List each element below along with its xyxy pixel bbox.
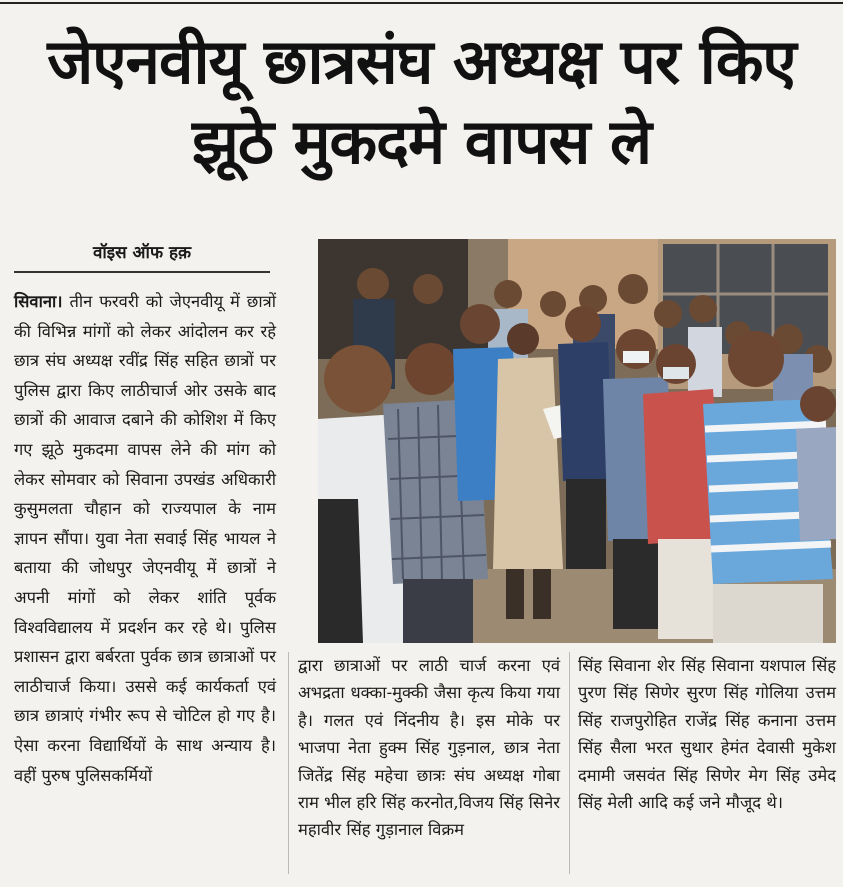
article-column-2: द्वारा छात्राओं पर लाठी चार्ज करना एवं अभद्रता धक्का-मुक्की जैसा कृत्य किया गया है। गलत एवं निंदनीय है। इस मोके पर भाजपा नेता हुक्म सिंह गुड़नाल, छात्र नेता जितेंद्र सिंह महेचा छात्रः संघ अध्यक्ष गोबा राम भील हरि सिंह करनोत,विजय सिंह सिनेर महावीर सिंह गुड़ानाल विक्रम [298,656,560,840]
news-photo [318,239,836,643]
photo-illustration [318,239,836,643]
byline-rule [14,271,270,273]
article-column-1-text: तीन फरवरी को जेएनवीयू में छात्रों की विभिन्न मांगों को लेकर आंदोलन कर रहे छात्र संघ अध्यक्ष रवींद्र सिंह सहित छात्रों पर पुलिस द्वारा किए लाठीचार्ज ओर उसके बाद छात्रों की आवाज दबाने की कोशिश में किए गए झूठे मुकदमा वापस लेने की मांग को लेकर सोमवार को सिवाना उपखंड अधिकारी कुसुमलता चौहान को राज्यपाल के नाम ज्ञापन सौंपा। युवा नेता सवाई सिंह भायल ने बताया की जोधपुर जेएनवीयू में छात्रों ने अपनी मांगों को लेकर शांति पूर्वक विश्वविद्यालय में प्रदर्शन कर रहे थे। पुलिस प्रशासन द्वारा बर्बरता पुर्वक छात्र छात्राओं पर लाठीचार्ज किया। उससे कई कार्यकर्ता एवं छात्र छात्राएं गंभीर रूप से चोटिल हो गए है। ऐसा करना विद्यार्थियों के साथ अन्याय है। वहीं पुरुष पुलिसकर्मियों [14,292,277,785]
article-column-3: सिंह सिवाना शेर सिंह सिवाना यशपाल सिंह पुरण सिंह सिणेर सुरण सिंह गोलिया उत्तम सिंह राजपुरोहित राजेंद्र सिंह कनाना उत्तम सिंह सैला भरत सुथार हेमंत देवासी मुकेश दमामी जसवंत सिंह सिणेर मेग सिंह उमेद सिंह मेली आदि कई जने मौजूद थे। [578,656,836,813]
column-divider [288,652,289,874]
byline: वॉइस ऑफ हक़ [92,243,192,263]
column-divider [569,652,570,874]
dateline-place: सिवाना। [14,292,63,311]
headline: जेएनवीयू छात्रसंघ अध्यक्ष पर किए झूठे मुकदमे वापस ले [47,25,796,178]
top-rule [0,2,843,4]
article-column-1 [14,287,276,790]
